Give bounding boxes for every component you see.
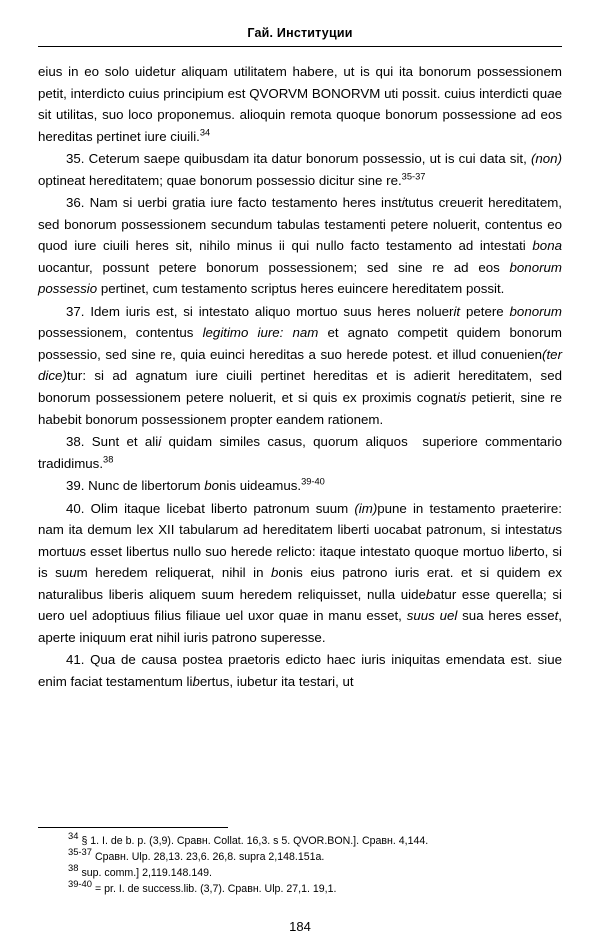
paragraph-39: 39. Nunc de libertorum bonis uideamus.$^{39-40}$	[66, 476, 325, 494]
footnote-list	[38, 830, 562, 897]
footnote-item	[38, 878, 562, 897]
running-header: Гай. Институции	[247, 26, 353, 40]
footnote-text: sup. comm.] 2,119.148.149.	[81, 866, 212, 879]
paragraph-37: 37. Idem iuris est, si intestato aliquo mortuo suus heres noluerit petere bonorum possessionem, contentus legitimo iure: nam et agnato competit quidem bonorum possessio, sed sine re, quia euinci hereditas a suo herede potest. et illud conuenien(ter dice)tur: si ad agnatum iure ciuili pertinet hereditas et is adierit hereditatem, sed bonorum possessionem petere noluerit, et si quis ex proximis cognatis petierit, sine re habebit bonorum possessionem propter eandem rationem.	[38, 303, 563, 427]
page-number: 184	[289, 919, 311, 934]
footnotes-section	[38, 827, 562, 898]
footnote-divider	[38, 827, 228, 828]
paragraph-36: 36. Nam si uerbi gratia iure facto testamento heres institutus creuerit hereditatem, sed bonorum possessionem secundum tabulas testamenti petere noluerit, contentus eo quod iure ciuili heres sit, nihilo minus ii qui nullo facto testamento ad intestati bona uocantur, possunt petere bonorum possessionem; sed sine re ad eos bonorum possessio pertinet, cum testamento scriptus heres euincere hereditatem possit.	[38, 195, 563, 297]
paragraph-40: 40. Olim itaque licebat liberto patronum suum (im)pune in testamento praeterire: nam ita demum lex XII tabularum ad hereditatem liberti uocabat patronum, si intestatus mortuus esset libertus nullo suo herede relicto: itaque intestato quoque mortuo liberto, si is suum heredem reliquerat, nihil in bonis eius patrono iuris erat. et si quidem ex naturalibus liberis aliquem suum heredem reliquisset, nulla uidebatur esse querella; si uero uel adoptiuus filius filiaue uel uxor quae in manu esset, suus uel sua heres esset, aperte iniquum erat nihil iuris patrono superesse.	[38, 500, 563, 645]
footnote-marker: 38	[68, 862, 79, 874]
paragraph-35: 35. Ceterum saepe quibusdam ita datur bonorum possessio, ut is cui data sit, (non) optineat hereditatem; quae bonorum possessio dicitur sine re.$^{35-37}$	[38, 151, 562, 188]
paragraph-41: 41. Qua de causa postea praetoris edicto haec iuris iniquitas emendata est. siue enim faciat testamentum libertus, iubetur ita testari, ut	[38, 652, 562, 689]
footnote-marker: 35-37	[68, 846, 92, 858]
footnote-item	[38, 830, 562, 849]
footnote-marker: 39-40	[68, 878, 92, 890]
paragraph-38: 38. Sunt et alii quidam similes casus, quorum aliquos superiore commentario tradidimus.$^{38}$	[38, 434, 562, 471]
footnote-item	[38, 862, 562, 881]
header-divider	[38, 46, 562, 47]
footnote-text: § 1. I. de b. p. (3,9). Сравн. Collat. 16,3. s 5. QVOR.BON.]. Сравн. 4,144.	[81, 834, 429, 847]
footnote-marker: 34	[68, 830, 79, 842]
footnote-text: Сравн. Ulp. 28,13. 23,6. 26,8. supra 2,148.151a.	[94, 850, 325, 863]
footnote-item	[38, 846, 562, 865]
body-text	[38, 61, 562, 692]
paragraph-continuation: eius in eo solo uidetur aliquam utilitatem habere, ut is qui ita bonorum possessionem petit, interdicto cuius principium est QVORVM BONORVM uti possit. cuius interdicti quae sit utilitas, suo loco proponemus. alioquin remota quoque bonorum possessione ad eos hereditas pertinet iure ciuili.$^{34}$	[38, 64, 562, 144]
footnote-text: = pr. I. de success.lib. (3,7). Сравн. Ulp. 27,1. 19,1.	[94, 882, 337, 895]
